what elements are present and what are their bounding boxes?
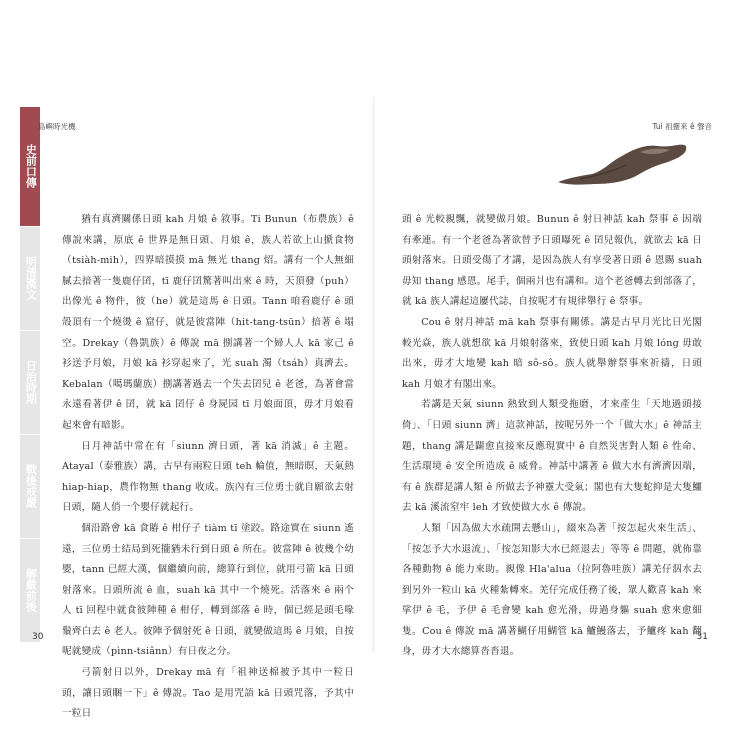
stone-illustration: [550, 132, 690, 187]
left-page: [20, 97, 375, 720]
running-head-right: Tuì 祖靈來 ê 聲音: [652, 122, 712, 131]
right-body-text: [402, 210, 702, 663]
tab-japanese-era[interactable]: 日治時期: [20, 331, 40, 435]
running-head-left: 島嶼時光機: [38, 122, 76, 131]
left-body-text: [62, 210, 354, 725]
paragraph: Cou ê 射月神話 mā kah 祭事有關係。講是古早月光比日光閣較光焱，族人就想欲 kā 月娘射落來，致使日頭 kah 月娘 lóng 毋敢出來，毋才大地變 kah 暗 sô-sô。族人就舉辦祭事來祈禱，日頭 kah 月娘才有閣出來。: [402, 316, 702, 390]
chapter-tabs: [20, 107, 40, 643]
tab-postwar-martial-law[interactable]: 戰後戒嚴: [20, 435, 40, 539]
paragraph: 弓箭射日以外，Drekay mā 有「祖神送棉被予其中一粒日頭，讓日頭睏一下」ê 傳說。Tao 是用咒語 kā 日頭咒落，予其中一粒日: [62, 667, 354, 720]
paragraph: 頭 ê 光較親飄，就變做月娘。Bunun ê 射日神話 kah 祭事 ê 因端有牽連。有一个老爸為著欲替予日頭曝死 ê 囝兒報仇，就欲去 kā 日頭射落來。日頭受傷了才講，是因為族人有享受著日頭 ê 恩賜 suah 毋知 thang 感恩。尾手，個兩爿也有講和。這个老爸轉去到部落了，就 kā 族人講起這屢代誌，自按呢才有規律舉行 ê 祭事。: [402, 214, 703, 308]
page-number-left: 30: [32, 632, 44, 642]
paragraph: 若講是天氣 siunn 熱致到人類受拖磨，才來產生「天地過頭接倚」、「日頭 siunn 濟」這款神話，按呢另外一个「做大水」ê 神話主題，thang 講是闢愈直接來反應現實中 ê 自然災害對人類 ê 性命、生活環境 ê 安全所造成 ê 威脅。神話中講著 ê 做大水有濟濟因端，有 ê 族群是講人類 ê 所做去予神靈大受氣；閣也有大隻蛇抑是大隻鱷去 kā 溪流窒牢 leh 才致使做大水 ê 傳說。: [402, 399, 702, 514]
paragraph: 猶有真濟關係日頭 kah 月娘 ê 敘事。Ti Bunun（布農族）ê 傳說來講，原底 ê 世界是無日頭、月娘 ê，族人若欲上山搋食物（tsiàh-mih），四界暗摸摸 mā 無光 thang 炤。講有一个人無細膩去揞著一隻鹿仔囝，tī 鹿仔囝驚著叫出來 ê 時，天頂發（puh）出像光 ê 物件，彼（he）就是這馬 ê 日頭。Tann 咱看鹿仔 ê 頭殼頂有一个燒燙 ê 窟仔，就是彼當陣（hit-tang-tsūn）揞著 ê 塌空。Drekay（魯凱族）ê 傳說 mā 捌講著一个婦人人 kā 家己 ê 衫送予月娘，月娘 kā 衫穿起來了，光 suah 濁（tsáh）真濟去。Kebalan（噶瑪蘭族）捌講著過去一个失去囝兒 ê 老爸，為著會當永遠看著伊 ê 囝，就 kā 囝仔 ê 身屍园 tī 月娘面頂，毋才月娘看起來會有暗影。: [62, 214, 354, 431]
tab-prehistoric-oral[interactable]: 史前口傳: [20, 107, 40, 227]
right-page: [375, 97, 730, 658]
tab-around-lifting[interactable]: 解嚴前後: [20, 539, 40, 643]
paragraph: 日月神話中常在有「siunn 濟日頭，著 kā 消滅」ê 主題。Atayal（泰雅族）講，古早有兩粒日頭 teh 輪值，無暗暝，天氣熱 hiap-hiap，農作物無 thang 收成。族內有三位勇士就自願欲去射日頭，隨人俏一个嬰仔就起行。: [62, 440, 354, 514]
tab-ming-qing-classical[interactable]: 明清漢文: [20, 227, 40, 331]
page-number-right: 31: [696, 632, 708, 642]
paragraph: 個沿路會 kā 食賰 ê 柑仔子 tiàm tī 塗跤。路途實在 siunn 遙遠，三位勇士結局到死攏猶未行到日頭 ê 所在。彼當陣 ê 彼幾个幼嬰，tann 已經大漢，個繼續向前，總算行到位，就用弓箭 kā 日頭射落來。日頭所流 ê 血，suah kā 其中一个燒死。活落來 ê 兩个人 tī 回程中就食彼陣種 ê 柑仔，轉到部落 ê 時，個已經是頭毛喙鬚齊白去 ê 老人。彼陣予個射死 ê 日頭，就變做這馬 ê 月娘，自按呢就變成（pìnn-tsiânn）有日夜之分。: [62, 522, 354, 658]
paragraph: 人類「因為做大水疏開去懸山」，綴來為著「按怎起火來生活」、「按怎予大水退流」、「按怎知影大水已經退去」等等 ê 問題，就佈靠各種動物 ê 能力來助。親像 Hla'alua（拉阿魯哇族）講羌仔泅水去到另外一粒山 kā 火種紮轉來。羌仔完成任務了後，眾人歡喜 kah 來挲伊 ê 毛，予伊 ê 毛會變 kah 愈光滑，毋過身軀 suah 愈來愈細隻。Cou ê 傳說 mā 講著鰗仔用鰗管 kā 鱸鰻落去，予鱸疼 kah 翻身，毋才大水總算沓沓退。: [402, 522, 702, 658]
